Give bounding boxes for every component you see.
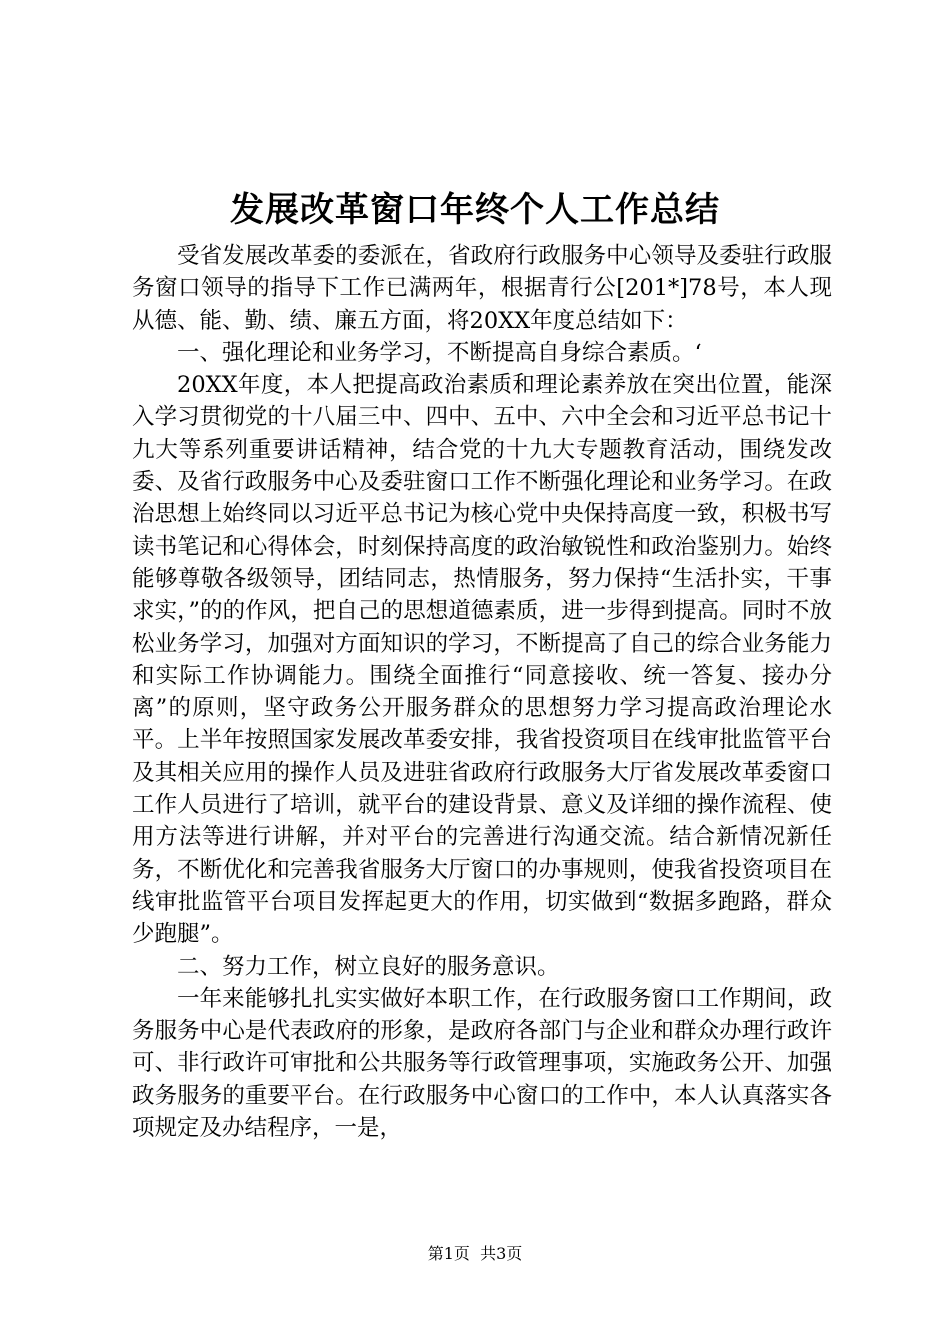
document-title: 发展改革窗口年终个人工作总结 [230,190,720,230]
page-footer: 第1页 共3页 [427,1244,523,1263]
paragraph-section-1: 20XX年度，本人把提高政治素质和理论素养放在突出位置，能深入学习贯彻党的十八届三中、四中、五中、六中全会和习近平总书记十九大等系列重要讲话精神，结合党的十九大专题教育活动，围绕发改委、及省行政服务中心及委驻窗口工作不断强化理论和业务学习。在政治思想上始终同以习近平总书记为核心党中央保持高度一致，积极书写读书笔记和心得体会，时刻保持高度的政治敏锐性和政治鉴别力。始终能够尊敬各级领导，团结同志，热情服务，努力保持“生活扑实，干事求实，”的的作风，把自己的思想道德素质，进一步得到提高。同时不放松业务学习，加强对方面知识的学习，不断提高了自己的综合业务能力和实际工作协调能力。围绕全面推行“同意接收、统一答复、接办分离”的原则，坚守政务公开服务群众的思想努力学习提高政治理论水平。上半年按照国家发展改革委安排，我省投资项目在线审批监管平台及其相关应用的操作人员及进驻省政府行政服务大厅省发展改革委窗口工作人员进行了培训，就平台的建设背景、意义及详细的操作流程、使用方法等进行讲解，并对平台的完善进行沟通交流。结合新情况新任务，不断优化和完善我省服务大厅窗口的办事规则，使我省投资项目在线审批监管平台项目发挥起更大的作用，切实做到“数据多跑路，群众少跑腿”。 [132,372,832,948]
document-body [132,240,832,1144]
section-heading-2: 二、努力工作，树立良好的服务意识。 [177,953,560,980]
section-heading-1: 一、强化理论和业务学习，不断提高自身综合素质。‘ [177,339,702,366]
paragraph-section-2: 一年来能够扎扎实实做好本职工作，在行政服务窗口工作期间，政务服务中心是代表政府的形象，是政府各部门与企业和群众办理行政许可、非行政许可审批和公共服务等行政管理事项，实施政务公开、加强政务服务的重要平台。在行政服务中心窗口的工作中，本人认真落实各项规定及办结程序，一是， [132,985,832,1142]
paragraph-intro: 受省发展改革委的委派在，省政府行政服务中心领导及委驻行政服务窗口领导的指导下工作已满两年，根据青行公[201*]78号，本人现从德、能、勤、绩、廉五方面，将20XX年度总结如下： [132,243,832,334]
